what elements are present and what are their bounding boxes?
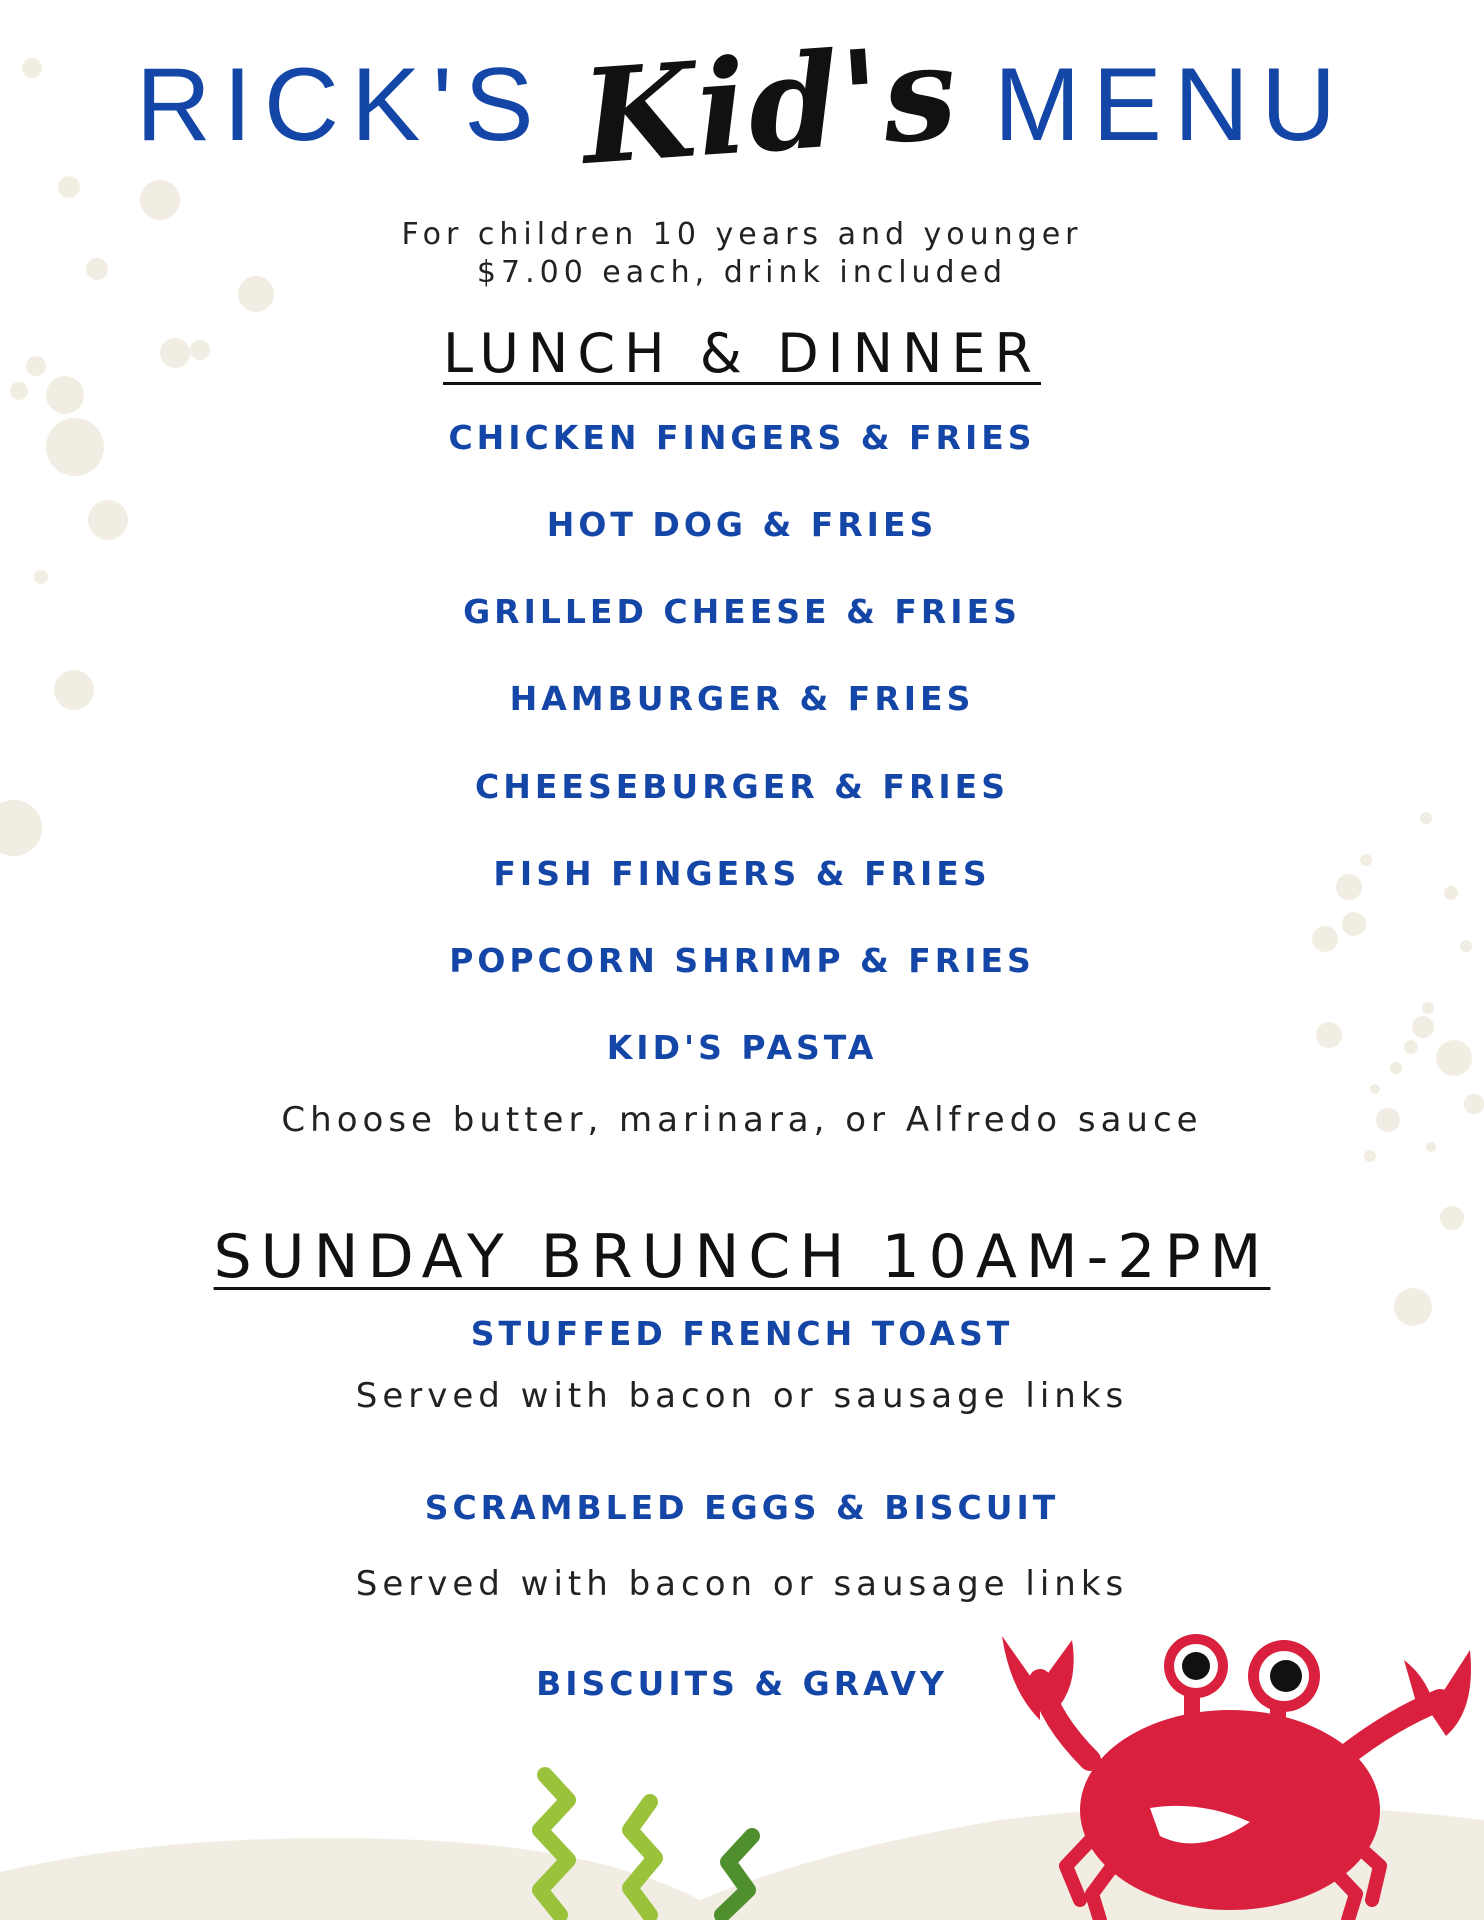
menu-item-note: Served with bacon or sausage links (355, 1564, 1129, 1604)
menu-item: STUFFED FRENCH TOAST (470, 1314, 1014, 1353)
menu-item: GRILLED CHEESE & FRIES (463, 592, 1021, 631)
lunch-dinner-heading: LUNCH & DINNER (443, 322, 1041, 385)
menu-item: CHEESEBURGER & FRIES (475, 767, 1009, 806)
menu-item: HAMBURGER & FRIES (509, 679, 975, 718)
menu-item: CHICKEN FINGERS & FRIES (448, 418, 1036, 457)
title-kids-script: Kid's (576, 15, 963, 194)
menu-item: BISCUITS & GRAVY (536, 1664, 948, 1703)
title-menu: MENU (993, 47, 1349, 163)
menu-item: SCRAMBLED EGGS & BISCUIT (424, 1488, 1060, 1527)
menu-item: FISH FINGERS & FRIES (493, 854, 991, 893)
brunch-heading: SUNDAY BRUNCH 10AM-2PM (213, 1222, 1271, 1292)
subtitle-price: $7.00 each, drink included (476, 255, 1008, 290)
menu-item-note: Served with bacon or sausage links (355, 1376, 1129, 1416)
subtitle-age: For children 10 years and younger (401, 217, 1083, 252)
menu-item: POPCORN SHRIMP & FRIES (449, 941, 1035, 980)
menu-item: HOT DOG & FRIES (546, 505, 938, 544)
menu-item: KID'S PASTA (606, 1028, 878, 1067)
pasta-sauce-note: Choose butter, marinara, or Alfredo sauce (281, 1100, 1203, 1140)
title-ricks: RICK'S (135, 47, 546, 163)
